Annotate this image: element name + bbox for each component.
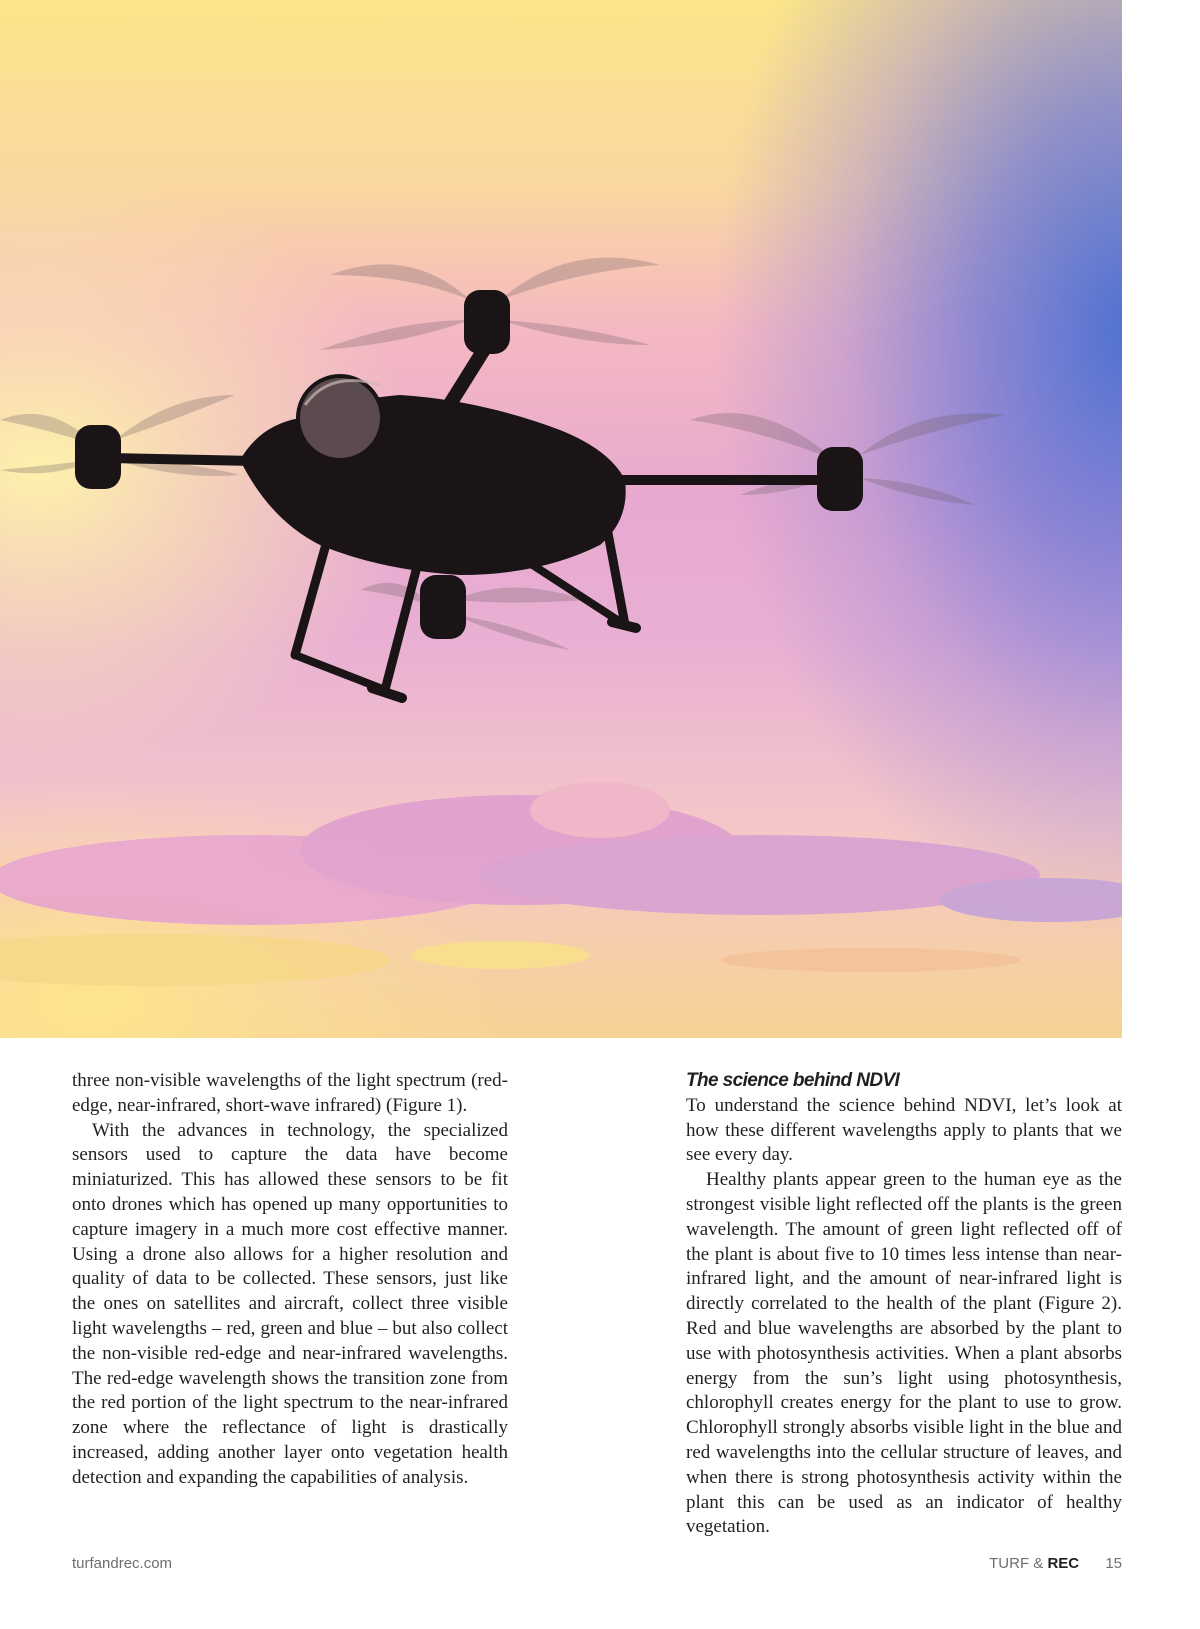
article-column-left xyxy=(72,1069,508,1491)
section-subhead: The science behind NDVI xyxy=(686,1070,900,1091)
footer-folio xyxy=(989,1555,1122,1572)
paragraph: With the advances in technology, the specialized sensors used to capture the data have become miniaturized. This has allowed these sensors to be fit onto drones which has opened up many opportunities to capture imagery in a much more cost effective manner. Using a drone also allows for a higher resolution and quality of data to be collected. These sensors, just like the ones on satellites and aircraft, collect three visible light wavelengths – red, green and blue – but also collect the non-visible red-edge and near-infrared wavelengths. The red-edge wavelength shows the transition zone from the red portion of the light spectrum to the near-infrared zone where the reflectance of light is drastically increased, adding another layer onto vegetation health detection and expanding the capabilities of analysis. xyxy=(72,1119,508,1488)
paragraph: three non-visible wavelengths of the light spectrum (red-edge, near-infrared, short-wave infrared) (Figure 1). xyxy=(72,1070,508,1116)
brand-suffix: REC xyxy=(1047,1555,1080,1572)
paragraph: Healthy plants appear green to the human eye as the strongest visible light reflected off the plants is the green wavelength. The amount of green light reflected off of the plant is about five to 10 times less intense than near-infrared light, and the amount of near-infrared light is directly correlated to the health of the plant (Figure 2). Red and blue wavelengths are absorbed by the plant to use with photosynthesis activities. When a plant absorbs energy from the sun’s light using photosynthesis, chlorophyll creates energy for the plant to use to grow. Chlorophyll strongly absorbs visible light in the blue and red wavelengths into the cellular structure of leaves, and when there is strong photosynthesis activity within the plant this can be used as an indicator of healthy vegetation. xyxy=(686,1169,1122,1538)
brand-prefix: TURF & xyxy=(989,1555,1044,1572)
page-number: 15 xyxy=(1105,1555,1122,1572)
footer-website: turfandrec.com xyxy=(72,1555,173,1572)
paragraph: To understand the science behind NDVI, let’s look at how these different wavelengths apply to plants that we see every day. xyxy=(686,1094,1122,1166)
article-column-right xyxy=(686,1069,1122,1540)
clouds xyxy=(0,782,1122,986)
